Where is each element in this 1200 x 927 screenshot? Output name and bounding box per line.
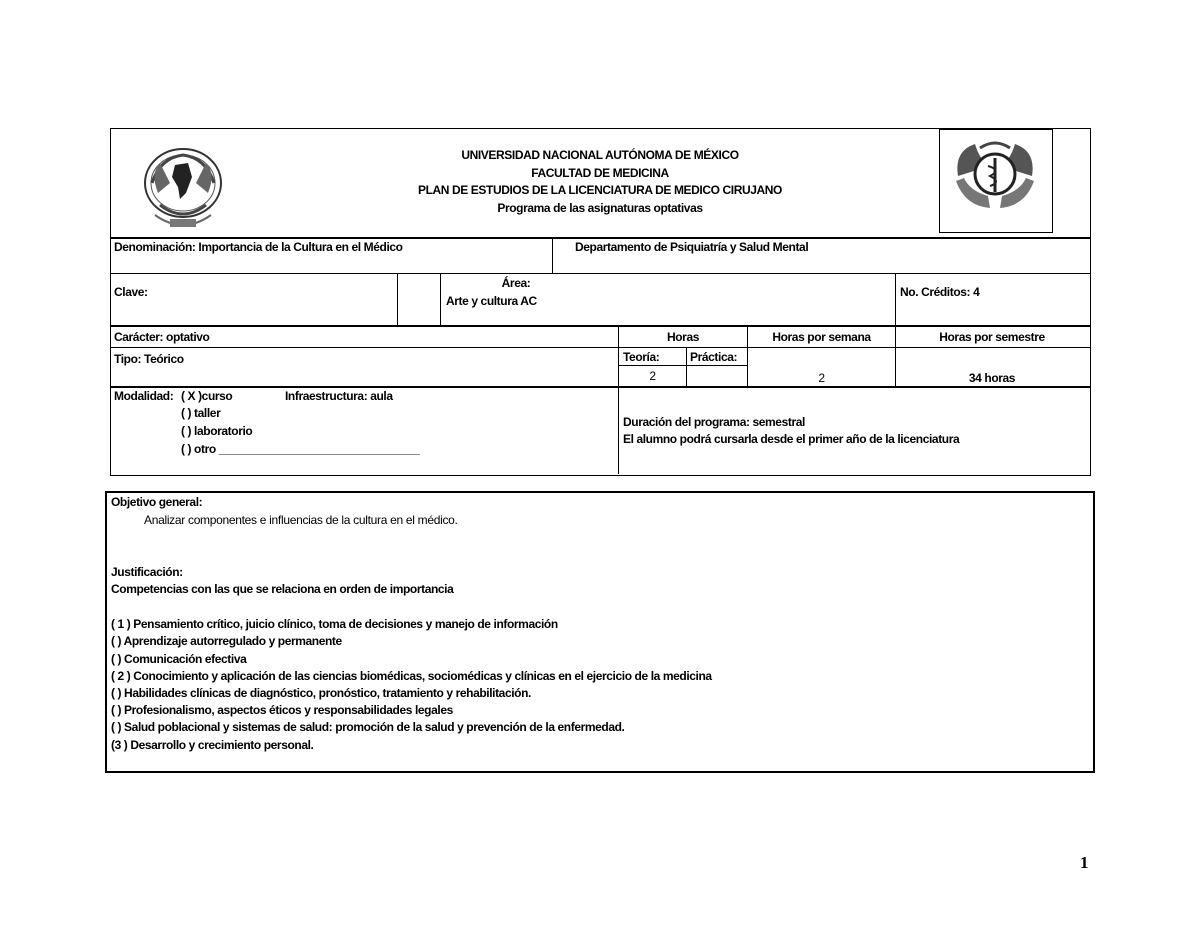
modalidad-label: Modalidad: [114, 389, 174, 403]
competencia-item: ( ) Habilidades clínicas de diagnóstico, pronóstico, tratamiento y rehabilitación. [111, 686, 531, 700]
departamento-field: Departamento de Psiquiatría y Salud Mental [575, 240, 809, 254]
row3-divider [110, 347, 1090, 348]
study-plan-title: PLAN DE ESTUDIOS DE LA LICENCIATURA DE MEDICO CIRUJANO [418, 183, 782, 197]
creditos-field: No. Créditos: 4 [900, 285, 980, 299]
document-header [340, 147, 860, 217]
university-name: UNIVERSIDAD NACIONAL AUTÓNOMA DE MÉXICO [461, 148, 739, 162]
teoria-label: Teoría: [623, 350, 660, 364]
medicine-faculty-seal-icon [950, 136, 1040, 216]
row2-vdivider-a [397, 274, 398, 326]
modalidad-curso: ( X )curso [181, 389, 233, 403]
faculty-name: FACULTAD DE MEDICINA [531, 165, 669, 180]
page-number: 1 [1080, 853, 1089, 872]
row4-divider [110, 386, 1090, 388]
modalidad-otro: ( ) otro ________________________________ [181, 442, 420, 456]
row34-vdivider-a [618, 326, 619, 474]
competencia-item: ( ) Aprendizaje autorregulado y permanente [111, 634, 342, 648]
row1-vdivider [552, 238, 553, 274]
justificacion-title: Justificación: [111, 565, 183, 579]
caracter-field: Carácter: optativo [114, 330, 210, 344]
unam-seal-icon [140, 143, 226, 233]
competencia-item: ( 1 ) Pensamiento crítico, juicio clínico, toma de decisiones y manejo de información [111, 617, 558, 631]
tipo-field: Tipo: Teórico [114, 352, 184, 366]
row2-divider [110, 325, 1090, 327]
modalidad-laboratorio: ( ) laboratorio [181, 424, 253, 438]
teoria-value: 2 [649, 369, 656, 383]
horas-semana-value: 2 [818, 371, 825, 385]
objetivo-title: Objetivo general: [111, 495, 203, 509]
row1-divider [110, 273, 1090, 274]
practica-label: Práctica: [690, 350, 738, 364]
denominacion-field: Denominación: Importancia de la Cultura en el Médico [114, 240, 403, 254]
horas-header: Horas [666, 330, 699, 344]
horas-semestre-value: 34 horas [968, 371, 1016, 385]
duracion-field: Duración del programa: semestral [623, 415, 805, 429]
competencia-item: (3 ) Desarrollo y crecimiento personal. [111, 738, 314, 752]
row4-vdivider-b [686, 348, 687, 386]
competencias-subtitle: Competencias con las que se relaciona en orden de importancia [111, 582, 454, 596]
row2-vdivider-c [895, 274, 896, 326]
horas-semestre-header: Horas por semestre [939, 330, 1045, 344]
row2-vdivider-b [440, 274, 441, 326]
modalidad-taller: ( ) taller [181, 406, 221, 420]
alumno-note: El alumno podrá cursarla desde el primer año de la licenciatura [623, 432, 960, 446]
area-label: Área: [501, 276, 531, 290]
competencia-item: ( ) Salud poblacional y sistemas de salud: promoción de la salud y prevención de la enfermedad. [111, 720, 625, 734]
horas-semana-header: Horas por semana [772, 330, 871, 344]
competencia-item: ( ) Comunicación efectiva [111, 652, 247, 666]
header-divider [110, 237, 1090, 239]
clave-field: Clave: [114, 285, 148, 299]
program-subtitle: Programa de las asignaturas optativas [497, 200, 703, 215]
teoria-divider [618, 365, 748, 366]
infraestructura-field: Infraestructura: aula [285, 389, 393, 403]
objetivo-text: Analizar componentes e influencias de la cultura en el médico. [144, 513, 458, 527]
area-value: Arte y cultura AC [446, 294, 537, 308]
competencia-item: ( ) Profesionalismo, aspectos éticos y responsabilidades legales [111, 703, 453, 717]
competencia-item: ( 2 ) Conocimiento y aplicación de las ciencias biomédicas, sociomédicas y clínicas en el ejercicio de la medicina [111, 669, 712, 683]
